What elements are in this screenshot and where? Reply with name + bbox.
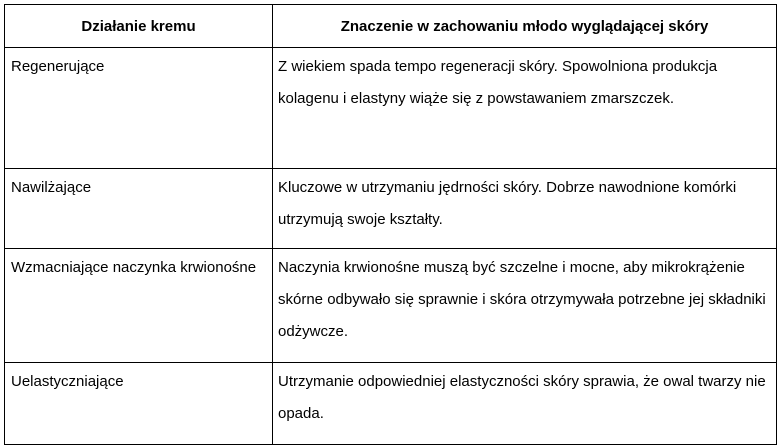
table-row (5, 363, 777, 445)
cell-action: Nawilżające (5, 169, 273, 249)
column-header-meaning: Znaczenie w zachowaniu młodo wyglądającej skóry (273, 5, 777, 48)
cell-action: Regenerujące (5, 48, 273, 169)
table-header-row (5, 5, 777, 48)
column-header-action: Działanie kremu (5, 5, 273, 48)
table-row (5, 249, 777, 363)
cell-meaning: Kluczowe w utrzymaniu jędrności skóry. Dobrze nawodnione komórki utrzymują swoje kształty. (273, 169, 777, 249)
cell-action: Uelastyczniające (5, 363, 273, 445)
cell-meaning: Utrzymanie odpowiedniej elastyczności skóry sprawia, że owal twarzy nie opada. (273, 363, 777, 445)
cell-meaning: Z wiekiem spada tempo regeneracji skóry. Spowolniona produkcja kolagenu i elastyny wiąże się z powstawaniem zmarszczek. (273, 48, 777, 169)
cell-action: Wzmacniające naczynka krwionośne (5, 249, 273, 363)
cell-meaning: Naczynia krwionośne muszą być szczelne i mocne, aby mikrokrążenie skórne odbywało się sprawnie i skóra otrzymywała potrzebne jej składniki odżywcze. (273, 249, 777, 363)
table-row (5, 169, 777, 249)
table-row (5, 48, 777, 169)
cream-effects-table (4, 4, 777, 445)
